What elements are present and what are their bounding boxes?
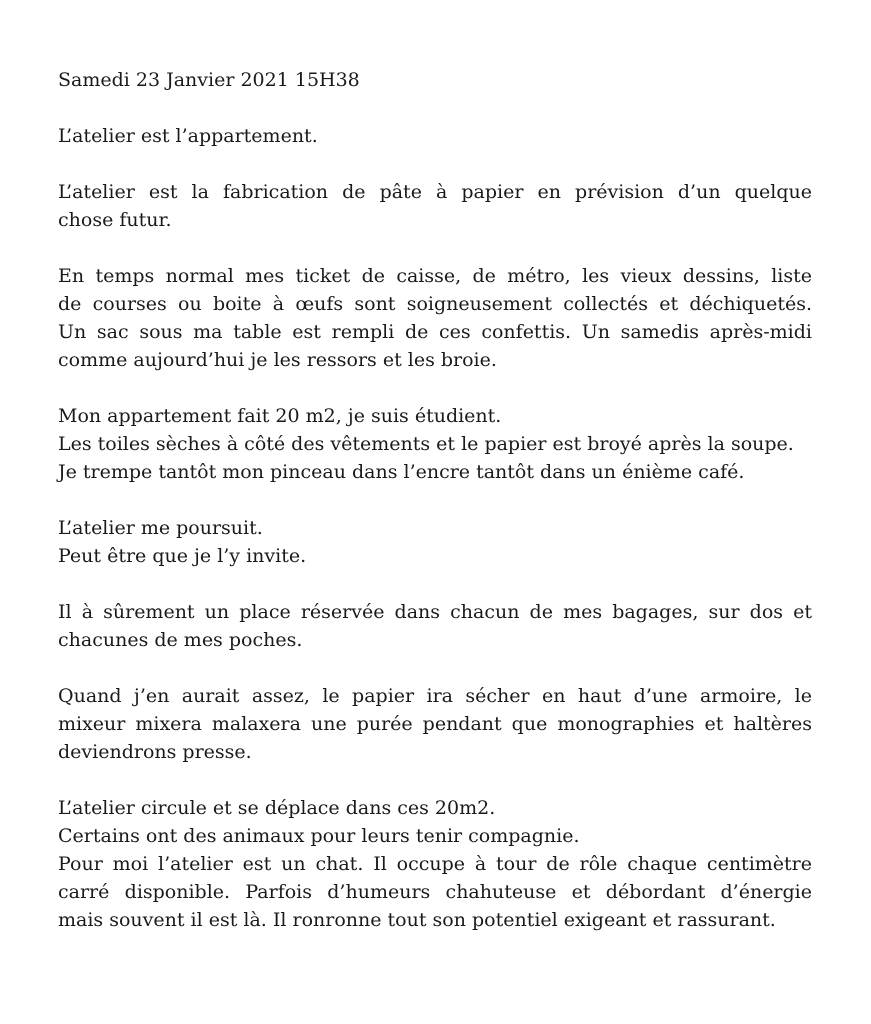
- paragraph-line: Quand j’en aurait assez, le papier ira sécher en haut d’une armoire, le: [58, 685, 812, 707]
- paragraph-line: L’atelier circule et se déplace dans ces 20m2.: [58, 797, 496, 819]
- paragraph-line: deviendrons presse.: [58, 741, 252, 763]
- paragraph-line: L’atelier me poursuit.: [58, 517, 263, 539]
- paragraph-line: mais souvent il est là. Il ronronne tout son potentiel exigeant et rassurant.: [58, 909, 776, 931]
- document-page: [58, 66, 812, 962]
- paragraph-line: chacunes de mes poches.: [58, 629, 303, 651]
- paragraph-line: chose futur.: [58, 209, 172, 231]
- paragraph-line: Il à sûrement un place réservée dans chacun de mes bagages, sur dos et: [58, 601, 812, 623]
- paragraph-line: En temps normal mes ticket de caisse, de métro, les vieux dessins, liste: [58, 265, 812, 287]
- paragraph-line: Mon appartement fait 20 m2, je suis étudient.: [58, 405, 502, 427]
- paragraph-line: Les toiles sèches à côté des vêtements et le papier est broyé après la soupe.: [58, 433, 794, 455]
- paragraph-line: Un sac sous ma table est rempli de ces confettis. Un samedis après-midi: [58, 321, 812, 343]
- paragraph-1: [58, 122, 812, 150]
- paragraph-5: [58, 514, 812, 570]
- paragraph-7: [58, 682, 812, 766]
- paragraph-6: [58, 598, 812, 654]
- paragraph-line: Pour moi l’atelier est un chat. Il occupe à tour de rôle chaque centimètre: [58, 853, 812, 875]
- paragraph-line: Certains ont des animaux pour leurs tenir compagnie.: [58, 825, 580, 847]
- paragraph-line: carré disponible. Parfois d’humeurs chahuteuse et débordant d’énergie: [58, 881, 812, 903]
- paragraph-3: [58, 262, 812, 374]
- paragraph-8: [58, 794, 812, 934]
- paragraph-4: [58, 402, 812, 486]
- date-line-text: Samedi 23 Janvier 2021 15H38: [58, 69, 360, 91]
- paragraph-line: Je trempe tantôt mon pinceau dans l’encre tantôt dans un énième café.: [58, 461, 745, 483]
- paragraph-line: L’atelier est l’appartement.: [58, 125, 318, 147]
- paragraph-2: [58, 178, 812, 234]
- paragraph-line: mixeur mixera malaxera une purée pendant que monographies et haltères: [58, 713, 812, 735]
- paragraph-line: de courses ou boite à œufs sont soigneusement collectés et déchiquetés.: [58, 293, 812, 315]
- paragraph-line: comme aujourd’hui je les ressors et les broie.: [58, 349, 497, 371]
- date-line: [58, 66, 812, 94]
- paragraph-line: L’atelier est la fabrication de pâte à papier en prévision d’un quelque: [58, 181, 812, 203]
- paragraph-line: Peut être que je l’y invite.: [58, 545, 307, 567]
